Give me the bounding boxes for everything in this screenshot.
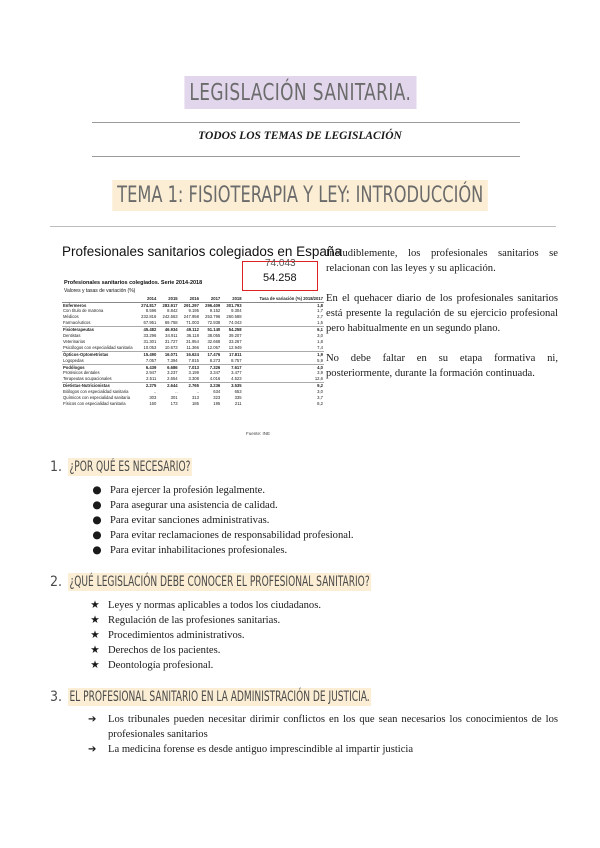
table-cell: 54.258 — [221, 327, 242, 333]
table-cell: 12.949 — [228, 344, 242, 350]
table-row-label: Fisioterapeutas — [62, 327, 136, 333]
table-cell: 16.071 — [157, 351, 178, 357]
table-cell: 9,2 — [243, 383, 324, 389]
table-cell: 33.296 — [143, 333, 157, 339]
table-cell: 301.793 — [221, 302, 242, 308]
table-cell: 67.951 — [143, 320, 157, 326]
table-cell: 71.003 — [186, 320, 199, 326]
list-item: ● Para asegurar una asistencia de calidad. — [90, 498, 354, 513]
bullet-icon: ● — [92, 499, 102, 511]
section-heading-2 — [50, 573, 489, 591]
table-cell: 39.207 — [228, 333, 242, 339]
table-cell: 69.758 — [164, 320, 178, 326]
table-cell: 17.811 — [221, 351, 242, 357]
table-cell: 38.055 — [207, 333, 221, 339]
table-column-header: 2017 — [200, 296, 221, 302]
table-cell: 634 — [213, 389, 221, 395]
figure-table-subtitle: Valores y tasas de variación (%) — [64, 288, 136, 294]
star-icon: ★ — [90, 614, 100, 626]
main-title-container — [0, 76, 600, 109]
list-item: ★ Leyes y normas aplicables a todos los ciudadanos. — [88, 598, 321, 613]
bullet-icon: ● — [92, 529, 102, 541]
table-cell: 9.304 — [231, 308, 242, 314]
list-item: ● Para evitar sanciones administrativas. — [90, 513, 354, 528]
table-cell: 8,2 — [317, 401, 323, 406]
divider-top — [92, 122, 520, 123]
table-row-label: Biólogos con especialidad sanitaria — [63, 389, 129, 395]
list-item: ★ Regulación de las profesiones sanitarias. — [88, 613, 321, 628]
table-cell: 3,0 — [317, 333, 323, 339]
table-cell: 12.057 — [207, 344, 221, 350]
table-cell: 3.236 — [200, 383, 221, 389]
table-cell: .. — [153, 389, 157, 395]
list-item: ★ Derechos de los pacientes. — [88, 643, 321, 658]
table-cell: 232.816 — [141, 314, 157, 320]
table-cell: 3.477 — [231, 370, 242, 376]
table-cell: 5,9 — [317, 357, 323, 363]
table-cell: 253.796 — [205, 314, 221, 320]
table-cell: 291.297 — [179, 302, 200, 308]
table-body — [62, 302, 324, 407]
list-item: ● Para evitar inhabilitaciones profesionales. — [90, 543, 354, 558]
star-icon: ★ — [90, 599, 100, 611]
figure-source: Fuente: INE — [246, 431, 271, 436]
figure-title: Profesionales sanitarios colegiados en España — [62, 244, 342, 259]
table-cell: 7.057 — [145, 357, 157, 363]
list-item: ➔ Los tribunales pueden necesitar dirimir conflictos en los que sean necesarios los conocimientos de los profesionales sanitarios — [88, 714, 558, 740]
table-row-label: Terapeutas ocupacionales — [63, 376, 112, 382]
table-cell: .. — [175, 389, 178, 395]
table-cell: 301 — [170, 395, 178, 401]
table-cell: 12,6 — [314, 376, 323, 382]
table-cell: 2.765 — [179, 383, 200, 389]
table-row-label: Veterinarios — [63, 338, 86, 344]
table-row-label: Ópticos-Optometristas — [62, 351, 136, 357]
table-cell: 8.842 — [167, 308, 178, 314]
table-cell: 31.954 — [186, 338, 199, 344]
table-cell: 74.043 — [228, 320, 242, 326]
table-cell: 11.366 — [186, 344, 199, 350]
section-number: 1. — [50, 459, 63, 475]
figure-table-title: Profesionales sanitarios colegiados. Serie 2014-2018 — [64, 280, 203, 286]
table-cell: 8.273 — [209, 357, 221, 363]
table-cell: 160 — [149, 401, 157, 406]
table-column-header: Tasa de variación (%) 2018/2017 — [243, 296, 324, 302]
table-cell: 46.934 — [157, 327, 178, 333]
intro-paragraph: No debe faltar en su etapa formativa ni, posteriormente, durante la formación continuada. — [326, 353, 558, 380]
table-cell: 7.013 — [179, 364, 200, 370]
table-cell: 10.053 — [143, 344, 157, 350]
divider-bottom — [92, 156, 520, 157]
table-cell: 1,8 — [317, 338, 323, 344]
table-cell: 32.668 — [207, 338, 221, 344]
topic-title: TEMA 1: FISIOTERAPIA Y LEY: INTRODUCCIÓN — [112, 180, 488, 211]
table-cell: 49.112 — [179, 327, 200, 333]
table-cell: 1,7 — [317, 308, 323, 314]
table-cell: 4.523 — [231, 376, 242, 382]
table-cell: 31.301 — [143, 338, 157, 344]
table-cell: 34.911 — [165, 333, 178, 339]
table-cell: 274.817 — [136, 302, 157, 308]
table-cell: 4,0 — [243, 364, 324, 370]
table-cell: 7,4 — [317, 344, 323, 350]
arrow-icon: ➔ — [88, 714, 97, 725]
table-column-header: 2015 — [157, 296, 178, 302]
main-title: LEGISLACIÓN SANITARIA. — [184, 76, 416, 109]
table-column-header: 2014 — [136, 296, 157, 302]
section-title: EL PROFESIONAL SANITARIO EN LA ADMINISTRACIÓN DE JUSTICIA. — [69, 689, 370, 705]
section-number: 3. — [50, 689, 63, 705]
table-cell: 16.624 — [179, 351, 200, 357]
star-icon: ★ — [90, 644, 100, 656]
table-column-header: 2016 — [179, 296, 200, 302]
section-1-list — [90, 483, 354, 558]
table-cell: 3.347 — [209, 370, 221, 376]
table-cell: 3.535 — [221, 383, 242, 389]
table-cell: 3.199 — [188, 370, 199, 376]
table-row-label: Protésicos dentales — [63, 370, 100, 376]
section-title: ¿POR QUÉ ES NECESARIO? — [69, 459, 191, 475]
table-cell: 2.644 — [157, 383, 178, 389]
table-cell: 1,8 — [243, 302, 324, 308]
table-cell: 283.917 — [157, 302, 178, 308]
table-cell: 7.815 — [188, 357, 199, 363]
table-cell: 173 — [170, 401, 178, 406]
list-item: ● Para evitar reclamaciones de responsabilidad profesional. — [90, 528, 354, 543]
table-cell: 7.326 — [200, 364, 221, 370]
table-cell: 2,7 — [317, 314, 323, 320]
section-heading-3 — [50, 688, 489, 706]
table-cell: 36.118 — [186, 333, 199, 339]
table-row-label: Con título de matrona — [63, 308, 104, 314]
table-cell: 195 — [213, 401, 221, 406]
table-row-label: Logopedas — [63, 357, 84, 363]
table-cell: 323 — [213, 395, 221, 401]
table-cell: 2.511 — [146, 376, 157, 382]
table-cell: 8.757 — [231, 357, 242, 363]
table-cell: 3,9 — [317, 370, 323, 376]
table-cell: 653 — [234, 389, 242, 395]
list-item: ★ Procedimientos administrativos. — [88, 628, 321, 643]
table-cell: 4.016 — [209, 376, 221, 382]
table-cell: .. — [196, 389, 199, 395]
table-cell: 3.308 — [188, 376, 199, 382]
table-column-header: 2018 — [221, 296, 242, 302]
table-row — [62, 401, 324, 407]
table-row-label: Farmacéuticos — [63, 320, 91, 326]
table-row-label: Médicos — [63, 314, 79, 320]
table-cell: 313 — [191, 395, 199, 401]
table-cell: 45.482 — [136, 327, 157, 333]
subtitle: TODOS LOS TEMAS DE LEGISLACIÓN — [198, 130, 402, 142]
highlight-top-value: 74.043 — [265, 258, 296, 269]
table-row-label: Podólogos — [62, 364, 136, 370]
table-cell: 296.409 — [200, 302, 221, 308]
table-cell: 303 — [149, 395, 157, 401]
table-cell: 335 — [234, 395, 242, 401]
table-cell: 7.617 — [221, 364, 242, 370]
table-cell: 260.588 — [226, 314, 242, 320]
section-number: 2. — [50, 574, 63, 590]
bullet-icon: ● — [92, 484, 102, 496]
table-cell: 6.439 — [136, 364, 157, 370]
bullet-icon: ● — [92, 514, 102, 526]
table-row-label: Dietistas-Nutricionistas — [62, 383, 136, 389]
table-cell: 9.152 — [209, 308, 221, 314]
star-icon: ★ — [90, 659, 100, 671]
table-cell: 6,1 — [243, 327, 324, 333]
intro-paragraph: En el quehacer diario de los profesionales sanitarios está presente la regulación de su ejercicio profesional pero habitualmente en un segundo plano. — [326, 292, 558, 335]
table-cell: 33.267 — [228, 338, 242, 344]
section-2-list — [88, 598, 321, 673]
table-cell: 2.947 — [145, 370, 157, 376]
intro-text — [326, 246, 558, 396]
bullet-icon: ● — [92, 544, 102, 556]
table-cell: 72.938 — [207, 320, 221, 326]
table-cell: 31.727 — [164, 338, 178, 344]
table-cell: 242.563 — [162, 314, 178, 320]
list-item: ● Para ejercer la profesión legalmente. — [90, 483, 354, 498]
list-item: ★ Deontología profesional. — [88, 658, 321, 673]
table-cell: 247.958 — [183, 314, 199, 320]
table-cell: 211 — [234, 401, 242, 406]
table-cell: 185 — [191, 401, 199, 406]
table-cell: 51.140 — [200, 327, 221, 333]
table-cell: 10.673 — [164, 344, 178, 350]
table-cell: 2.654 — [167, 376, 178, 382]
section-title: ¿QUÉ LEGISLACIÓN DEBE CONOCER EL PROFESIONAL SANITARIO? — [69, 574, 370, 590]
table-cell: 3.237 — [167, 370, 178, 376]
table-row-label: Enfermeros — [62, 302, 136, 308]
intro-paragraph: Ineludiblemente, los profesionales sanitarios se relacionan con las leyes y su aplicación. — [326, 248, 558, 275]
table-row-label: Químicos con especialidad sanitaria — [63, 395, 131, 401]
statistics-figure — [62, 244, 342, 444]
table-cell: 9.195 — [188, 308, 199, 314]
table-cell: 3,0 — [317, 389, 323, 395]
highlight-value: 54.258 — [263, 272, 297, 284]
topic-title-container — [0, 180, 600, 211]
table-cell: 1,5 — [317, 320, 323, 326]
table-cell: 6.686 — [157, 364, 178, 370]
arrow-icon: ➔ — [88, 744, 97, 755]
star-icon: ★ — [90, 629, 100, 641]
table-cell: 7.394 — [167, 357, 178, 363]
table-row-label: Psicólogos con especialidad sanitaria — [63, 344, 133, 350]
statistics-table — [62, 296, 324, 407]
table-row-label: Físicos con especialidad sanitaria — [63, 401, 126, 406]
section-3-list — [88, 712, 558, 757]
table-cell: 8.596 — [145, 308, 157, 314]
table-cell: 1,9 — [243, 351, 324, 357]
topic-divider — [50, 226, 556, 227]
table-row-label: Dentistas — [63, 333, 81, 339]
highlight-box — [242, 258, 318, 291]
table-cell: 2.275 — [136, 383, 157, 389]
table-cell: 17.476 — [200, 351, 221, 357]
list-item: ➔ La medicina forense es desde antiguo imprescindible al impartir justicia — [88, 744, 414, 755]
table-cell: 15.490 — [136, 351, 157, 357]
table-cell: 3,7 — [317, 395, 323, 401]
section-heading-1 — [50, 458, 240, 476]
